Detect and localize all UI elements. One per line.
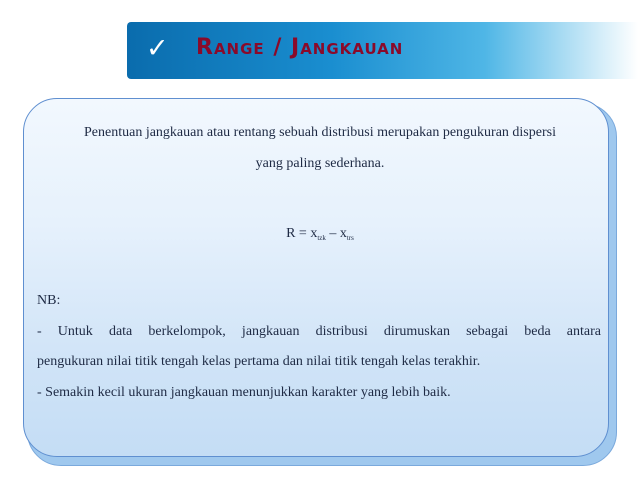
intro-line-2: yang paling sederhana. — [255, 156, 385, 171]
nb-label: NB: — [37, 293, 61, 308]
bullet-2: - Semakin kecil ukuran jangkauan menunjukkan karakter yang lebih baik. — [37, 385, 451, 400]
formula-sub-min: trs — [346, 234, 354, 242]
checkmark-icon: ✓ — [146, 33, 169, 64]
formula-sub-max: tzk — [317, 234, 326, 242]
content-box — [23, 98, 609, 457]
formula-minus: – x — [325, 226, 347, 241]
bullet-1-line-1: - Untuk data berkelompok, jangkauan distribusi dirumuskan sebagai beda antara — [37, 324, 601, 339]
intro-line-1: Penentuan jangkauan atau rentang sebuah distribusi merupakan pengukuran dispersi — [84, 125, 556, 140]
slide-title: Range / Jangkauan — [196, 35, 404, 60]
formula-lhs: R = x — [286, 226, 318, 241]
range-formula — [33, 225, 607, 247]
bullet-1-line-2: pengukuran nilai titik tengah kelas pertama dan nilai titik tengah kelas terakhir. — [37, 354, 481, 369]
